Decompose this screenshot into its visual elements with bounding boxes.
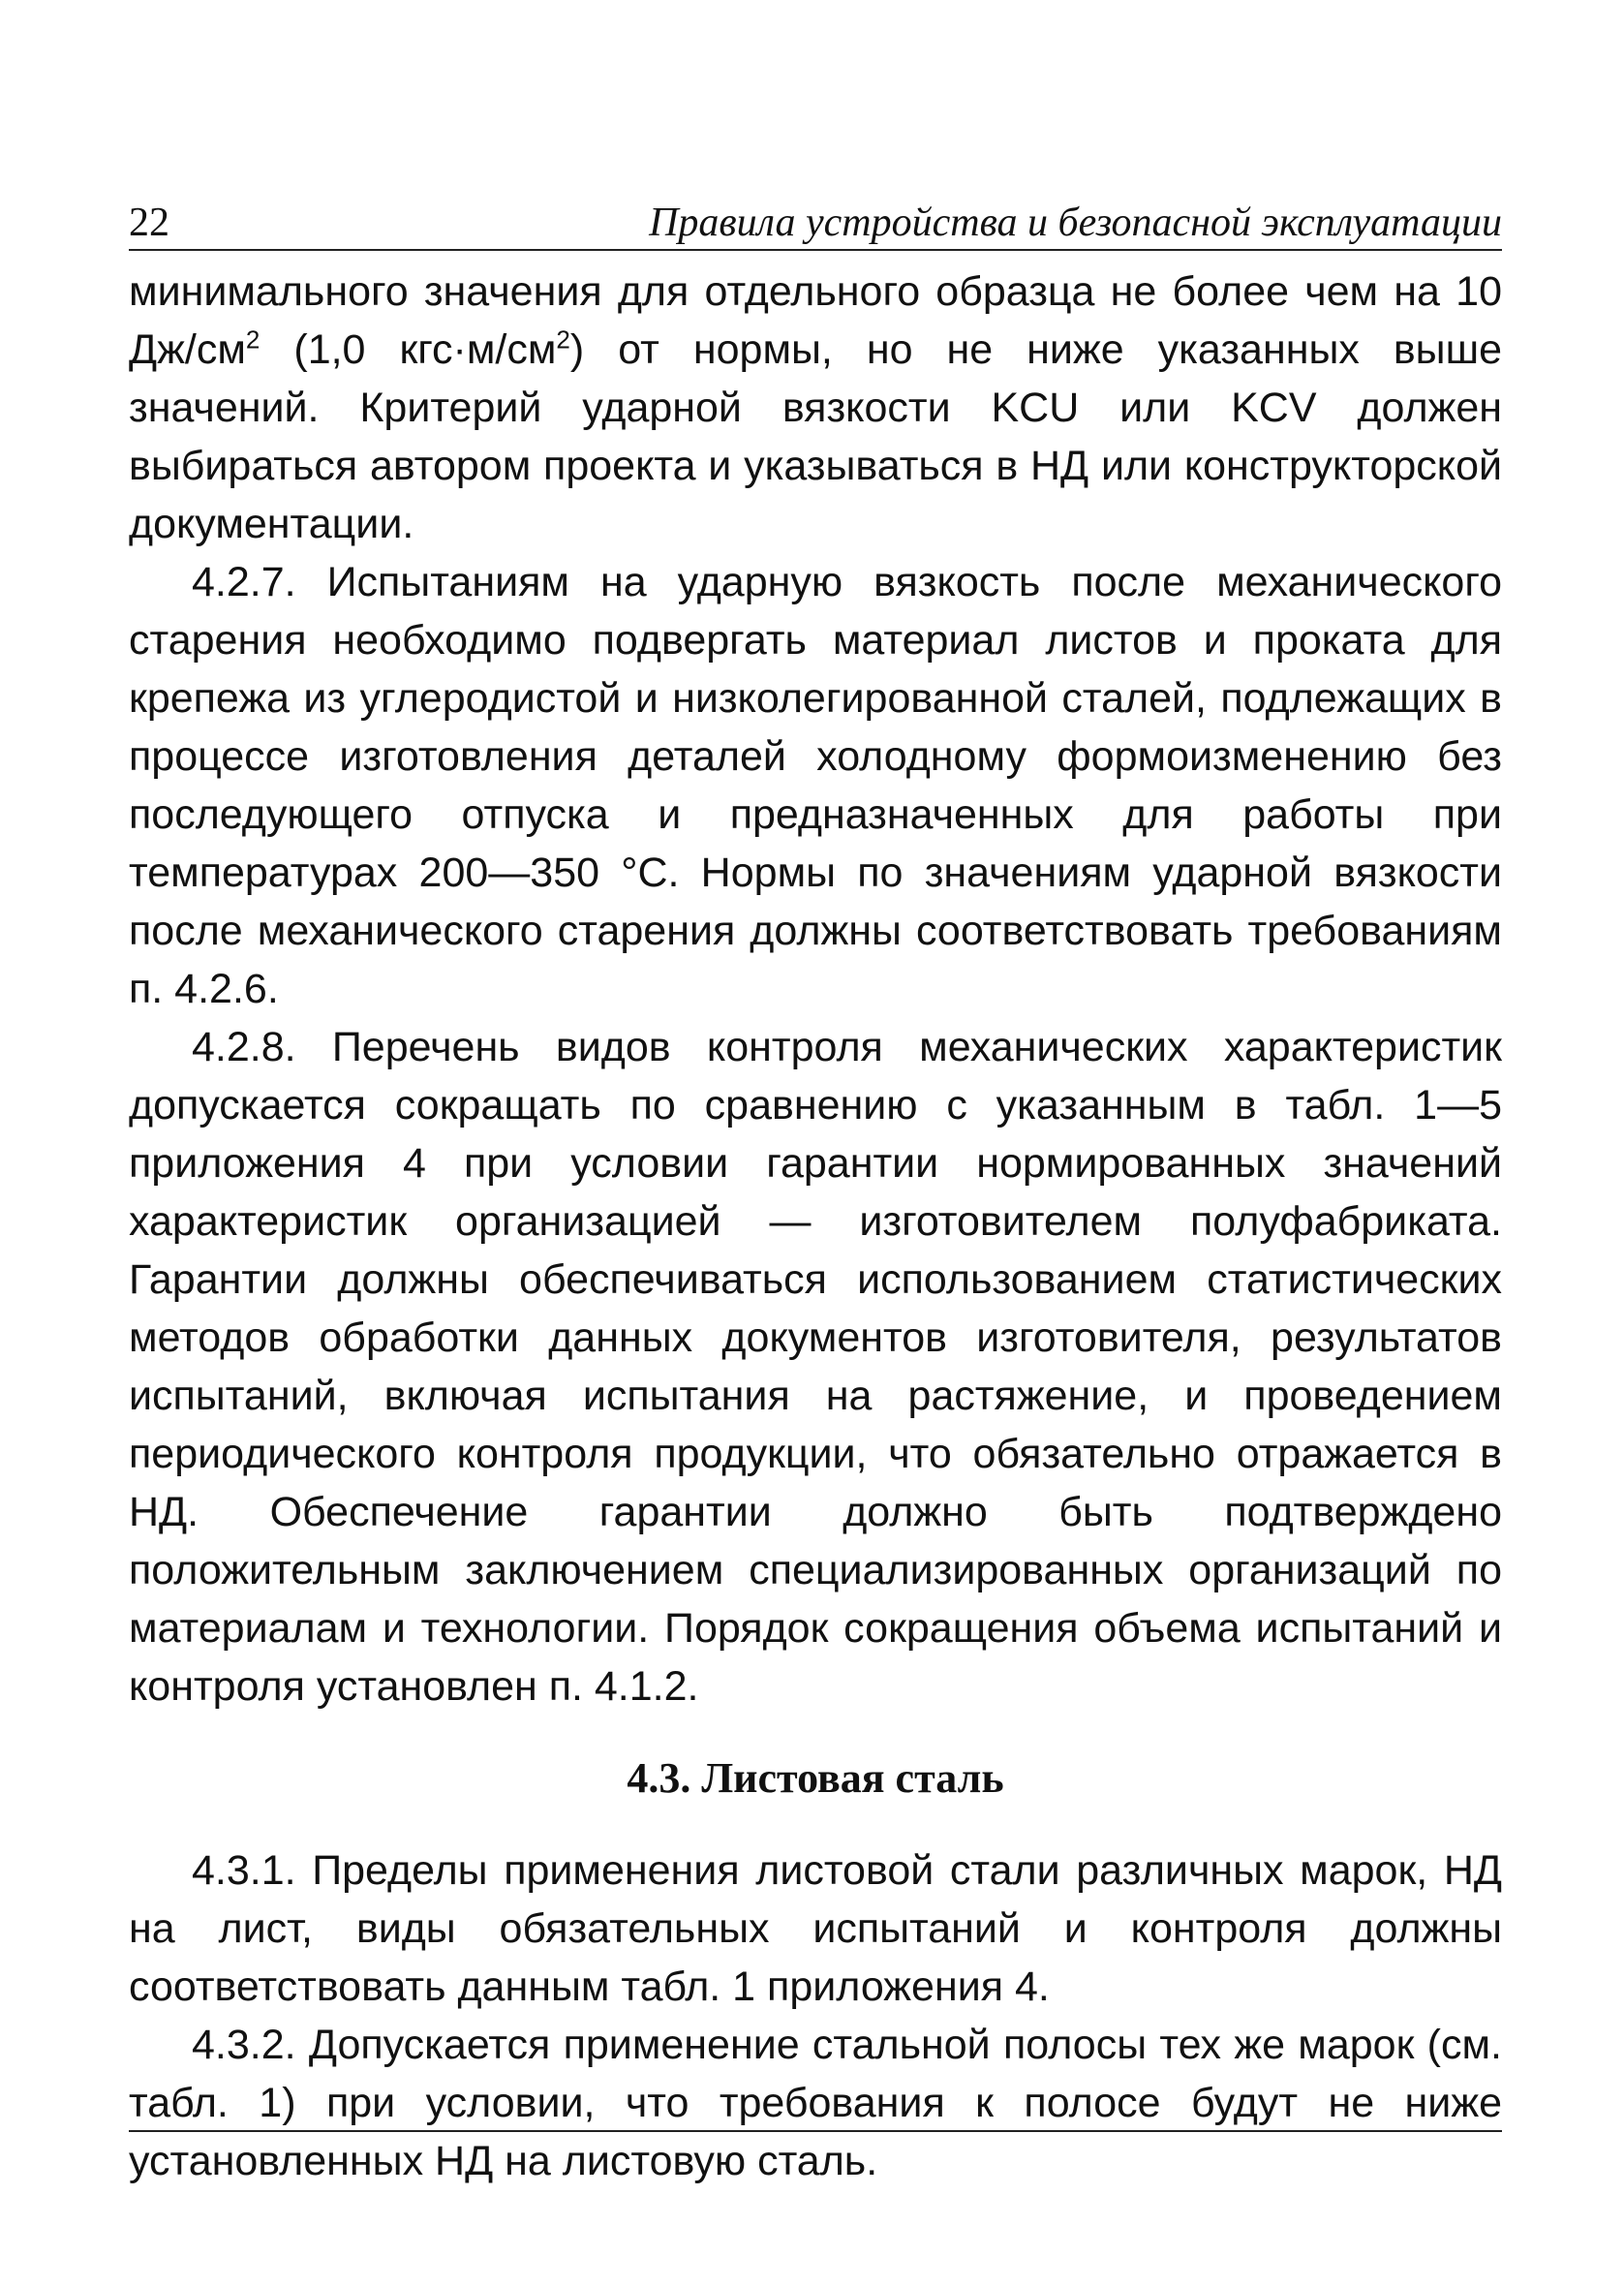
paragraph-4-3-2: 4.3.2. Допускается применение стальной полосы тех же марок (см. табл. 1) при условии, что требования к полосе будут не ниже установленных НД на листовую сталь. (129, 2022, 1502, 2184)
paragraph-4-2-7: 4.2.7. Испытаниям на ударную вязкость после механического старения необходимо подвергать материал листов и проката для крепежа из углеродистой и низколегированной сталей, подлежащих в процессе изготовления деталей холодному формоизменению без последующего отпуска и предназначенных для работы при температурах 200—350 °С. Нормы по значениям ударной вязкости после механического старения должны соответствовать требованиям п. 4.2.6. (129, 559, 1502, 1012)
running-header (129, 189, 1502, 251)
paragraph-continuation (129, 263, 1502, 553)
footer-rule (129, 2130, 1502, 2132)
body-text (129, 263, 1502, 2190)
superscript: 2 (556, 325, 570, 355)
running-title: Правила устройства и безопасной эксплуатации (649, 201, 1502, 245)
paragraph-4-3-1: 4.3.1. Пределы применения листовой стали различных марок, НД на лист, виды обязательных испытаний и контроля должны соответствовать данным табл. 1 приложения 4. (129, 1847, 1502, 2010)
paragraph-fragment: минимального значения для отдельного образца не более чем на 10 Дж/см (129, 268, 1502, 373)
superscript: 2 (245, 325, 260, 355)
paragraph-4-2-8: 4.2.8. Перечень видов контроля механических характеристик допускается сокращать по сравнению с указанным в табл. 1—5 приложения 4 при условии гарантии нормированных значений характеристик организацией — изготовителем полуфабриката. Гарантии должны обеспечиваться использованием статистических методов обработки данных документов изготовителя, результатов испытаний, включая испытания на растяжение, и проведением периодического контроля продукции, что обязательно отражается в НД. Обеспечение гарантии должно быть подтверждено положительным заключением специализированных организаций по материалам и технологии. Порядок сокращения объема испытаний и контроля установлен п. 4.1.2. (129, 1024, 1502, 1710)
section-heading: 4.3. Листовая сталь (627, 1754, 1004, 1802)
paragraph-fragment: ) от нормы, но не ниже указанных выше значений. Критерий ударной вязкости KCU или KCV должен выбираться автором проекта и указываться в НД или конструкторской документации. (129, 326, 1503, 547)
page-number: 22 (129, 201, 169, 245)
paragraph-fragment: (1,0 кгс·м/см (260, 326, 557, 373)
document-page (129, 189, 1502, 2190)
